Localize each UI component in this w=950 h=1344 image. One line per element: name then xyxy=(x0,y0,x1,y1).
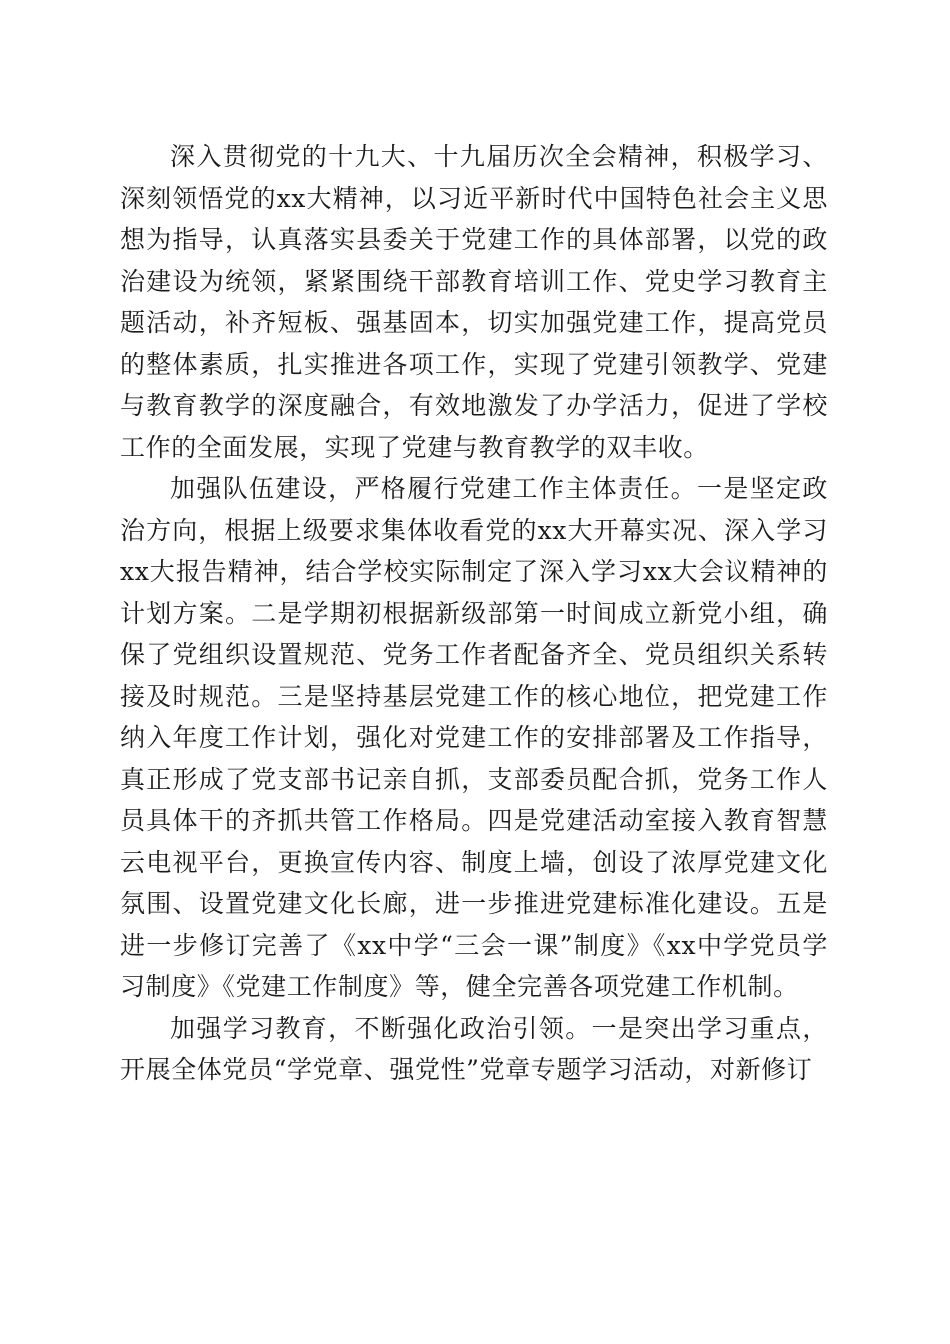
document-body xyxy=(120,136,828,1091)
paragraph-party-building-summary: 深入贯彻党的十九大、十九届历次全会精神，积极学习、深刻领悟党的xx大精神，以习近平新时代中国特色社会主义思想为指导，认真落实县委关于党建工作的具体部署，以党的政治建设为统领，紧紧围绕干部教育培训工作、党史学习教育主题活动，补齐短板、强基固本，切实加强党建工作，提高党员的整体素质，扎实推进各项工作，实现了党建引领教学、党建与教育教学的深度融合，有效地激发了办学活力，促进了学校工作的全面发展，实现了党建与教育教学的双丰收。 xyxy=(120,142,828,462)
paragraph-team-building: 加强队伍建设，严格履行党建工作主体责任。一是坚定政治方向，根据上级要求集体收看党的xx大开幕实况、深入学习xx大报告精神，结合学校实际制定了深入学习xx大会议精神的计划方案。二是学期初根据新级部第一时间成立新党小组，确保了党组织设置规范、党务工作者配备齐全、党员组织关系转接及时规范。三是坚持基层党建工作的核心地位，把党建工作纳入年度工作计划，强化对党建工作的安排部署及工作指导，真正形成了党支部书记亲自抓，支部委员配合抓，党务工作人员具体干的齐抓共管工作格局。四是党建活动室接入教育智慧云电视平台，更换宣传内容、制度上墙，创设了浓厚党建文化氛围、设置党建文化长廊，进一步推进党建标准化建设。五是进一步修订完善了《xx中学“三会一课”制度》《xx中学党员学习制度》《党建工作制度》等，健全完善各项党建工作机制。 xyxy=(120,474,828,1001)
paragraph-study-education: 加强学习教育，不断强化政治引领。一是突出学习重点，开展全体党员“学党章、强党性”党章专题学习活动，对新修订 xyxy=(120,1013,828,1084)
